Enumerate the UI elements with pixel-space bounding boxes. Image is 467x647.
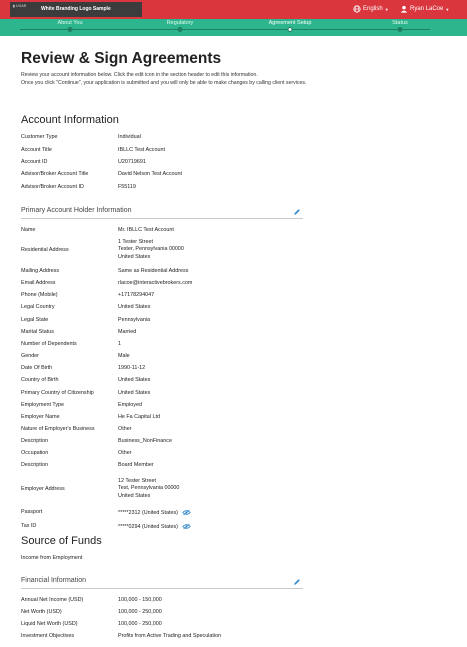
intro-text: Once you click "Continue", your application is submitted and you will only be able to make changes by calling client services. <box>21 80 307 86</box>
row-value: Mr. IBLLC Test Account <box>118 227 174 233</box>
row-label: Employment Type <box>21 401 65 408</box>
row-label: Passport <box>21 509 43 515</box>
row-value: Business_NonFinance <box>118 438 172 445</box>
step-dot <box>68 27 73 32</box>
row-label: Account Title <box>21 147 52 153</box>
row-value: Married <box>118 328 137 335</box>
row-value: 100,000 - 250,000 <box>118 621 162 627</box>
row-value <box>118 523 191 531</box>
row-value: Same as Residential Address <box>118 268 189 274</box>
row-value: Board Member <box>118 462 154 469</box>
chevron-down-icon: ▼ <box>445 6 450 12</box>
passport-value: *****2312 (United States) <box>118 509 178 516</box>
row-label: Description <box>21 438 48 445</box>
row-label: Number of Dependents <box>21 340 77 347</box>
page-title: Review & Sign Agreements <box>21 50 222 67</box>
row-value: +17178294047 <box>118 292 155 299</box>
source-of-funds-value: Income from Employment <box>21 555 83 561</box>
row-label: Legal State <box>21 316 49 323</box>
row-value <box>118 239 184 261</box>
step-dot <box>178 27 183 32</box>
logo-mark: ▮ UGAR <box>13 4 27 8</box>
row-value: Employed <box>118 401 142 408</box>
language-label: English <box>363 6 383 12</box>
row-label: Investment Objectives <box>21 633 75 639</box>
intro-text: Review your account information below. Click the edit icon in the section header to edit this information. <box>21 72 258 78</box>
user-icon <box>400 5 408 13</box>
section-divider <box>21 218 303 219</box>
progress-steps <box>0 19 467 36</box>
row-value: 100,000 - 150,000 <box>118 597 162 603</box>
row-value: Other <box>118 425 132 432</box>
row-value: Other <box>118 450 132 457</box>
row-label: Description <box>21 462 48 469</box>
progress-track <box>20 29 430 30</box>
step-label: Status <box>392 20 408 26</box>
row-label: Net Worth (USD) <box>21 609 62 615</box>
row-label: Marital Status <box>21 328 54 335</box>
row-value: rlacoe@interactivebrokers.com <box>118 280 193 287</box>
row-label: Residential Address <box>21 247 69 253</box>
row-label: Employer Address <box>21 486 65 492</box>
row-label: Email Address <box>21 280 56 287</box>
step-dot-current <box>288 27 293 32</box>
eye-hide-icon[interactable] <box>182 523 191 530</box>
row-value: 100,000 - 250,000 <box>118 609 162 615</box>
address-line: 12 Tester Street <box>118 478 156 484</box>
section-divider <box>21 588 303 589</box>
row-label: Occupation <box>21 450 49 457</box>
row-label: Liquid Net Worth (USD) <box>21 621 78 627</box>
step-dot <box>398 27 403 32</box>
address-line: Test, Pennsylvania 00000 <box>118 485 180 492</box>
row-value: F55119 <box>118 184 136 190</box>
row-value: United States <box>118 377 151 384</box>
logo-text: White Branding Logo Sample <box>41 6 111 12</box>
address-line: United States <box>118 492 151 499</box>
globe-icon <box>353 5 361 13</box>
eye-hide-icon[interactable] <box>182 509 191 516</box>
address-line: Tester, Pennsylvania 00000 <box>118 246 184 253</box>
section-heading: Source of Funds <box>21 535 102 547</box>
language-selector[interactable] <box>353 5 389 13</box>
row-label: Country of Birth <box>21 377 59 384</box>
subsection-heading: Financial Information <box>21 577 86 584</box>
row-label: Annual Net Income (USD) <box>21 597 84 603</box>
chevron-down-icon: ▼ <box>384 6 389 12</box>
brand-logo[interactable] <box>10 2 142 17</box>
row-value <box>118 509 191 517</box>
address-line: United States <box>118 253 151 260</box>
row-label: Phone (Mobile) <box>21 292 58 299</box>
row-label: Date Of Birth <box>21 365 53 372</box>
step-label: Agreement Setup <box>268 20 312 26</box>
row-value: Profits from Active Trading and Speculation <box>118 633 222 639</box>
subsection-heading: Primary Account Holder Information <box>21 207 132 214</box>
row-value: David Nelson Test Account <box>118 171 183 177</box>
taxid-value: *****0294 (United States) <box>118 523 178 530</box>
row-label: Tax ID <box>21 523 37 529</box>
row-value: 1990-11-12 <box>118 365 146 372</box>
row-label: Customer Type <box>21 134 58 140</box>
address-line: 1 Tester Street <box>118 239 153 245</box>
row-label: Name <box>21 227 36 233</box>
step-label: Regulatory <box>166 20 194 26</box>
row-label: Nature of Employer's Business <box>21 425 95 432</box>
row-value: Individual <box>118 134 141 140</box>
row-value: U20719691 <box>118 159 146 165</box>
row-value: Male <box>118 353 130 360</box>
edit-pencil-icon[interactable] <box>293 208 301 216</box>
user-name: Ryan LaCoe <box>410 6 444 12</box>
row-value: IBLLC Test Account <box>118 147 165 153</box>
top-bar <box>0 0 467 19</box>
row-label: Account ID <box>21 159 48 165</box>
user-menu[interactable] <box>400 5 449 13</box>
edit-pencil-icon[interactable] <box>293 578 301 586</box>
step-label: About You <box>57 20 83 26</box>
row-label: Advisor/Broker Account Title <box>21 171 89 177</box>
row-label: Employer Name <box>21 413 60 420</box>
row-label: Mailing Address <box>21 268 60 274</box>
row-label: Advisor/Broker Account ID <box>21 184 84 190</box>
row-label: Legal Country <box>21 304 55 311</box>
row-value <box>118 478 179 500</box>
row-value: 1 <box>118 340 121 347</box>
row-value: United States <box>118 304 151 311</box>
section-heading: Account Information <box>21 114 119 126</box>
row-label: Primary Country of Citizenship <box>21 389 94 396</box>
row-value: Pennsylvania <box>118 316 151 323</box>
row-label: Gender <box>21 353 39 360</box>
row-value: He Fa Capital Ltd <box>118 413 160 420</box>
row-value: United States <box>118 389 151 396</box>
